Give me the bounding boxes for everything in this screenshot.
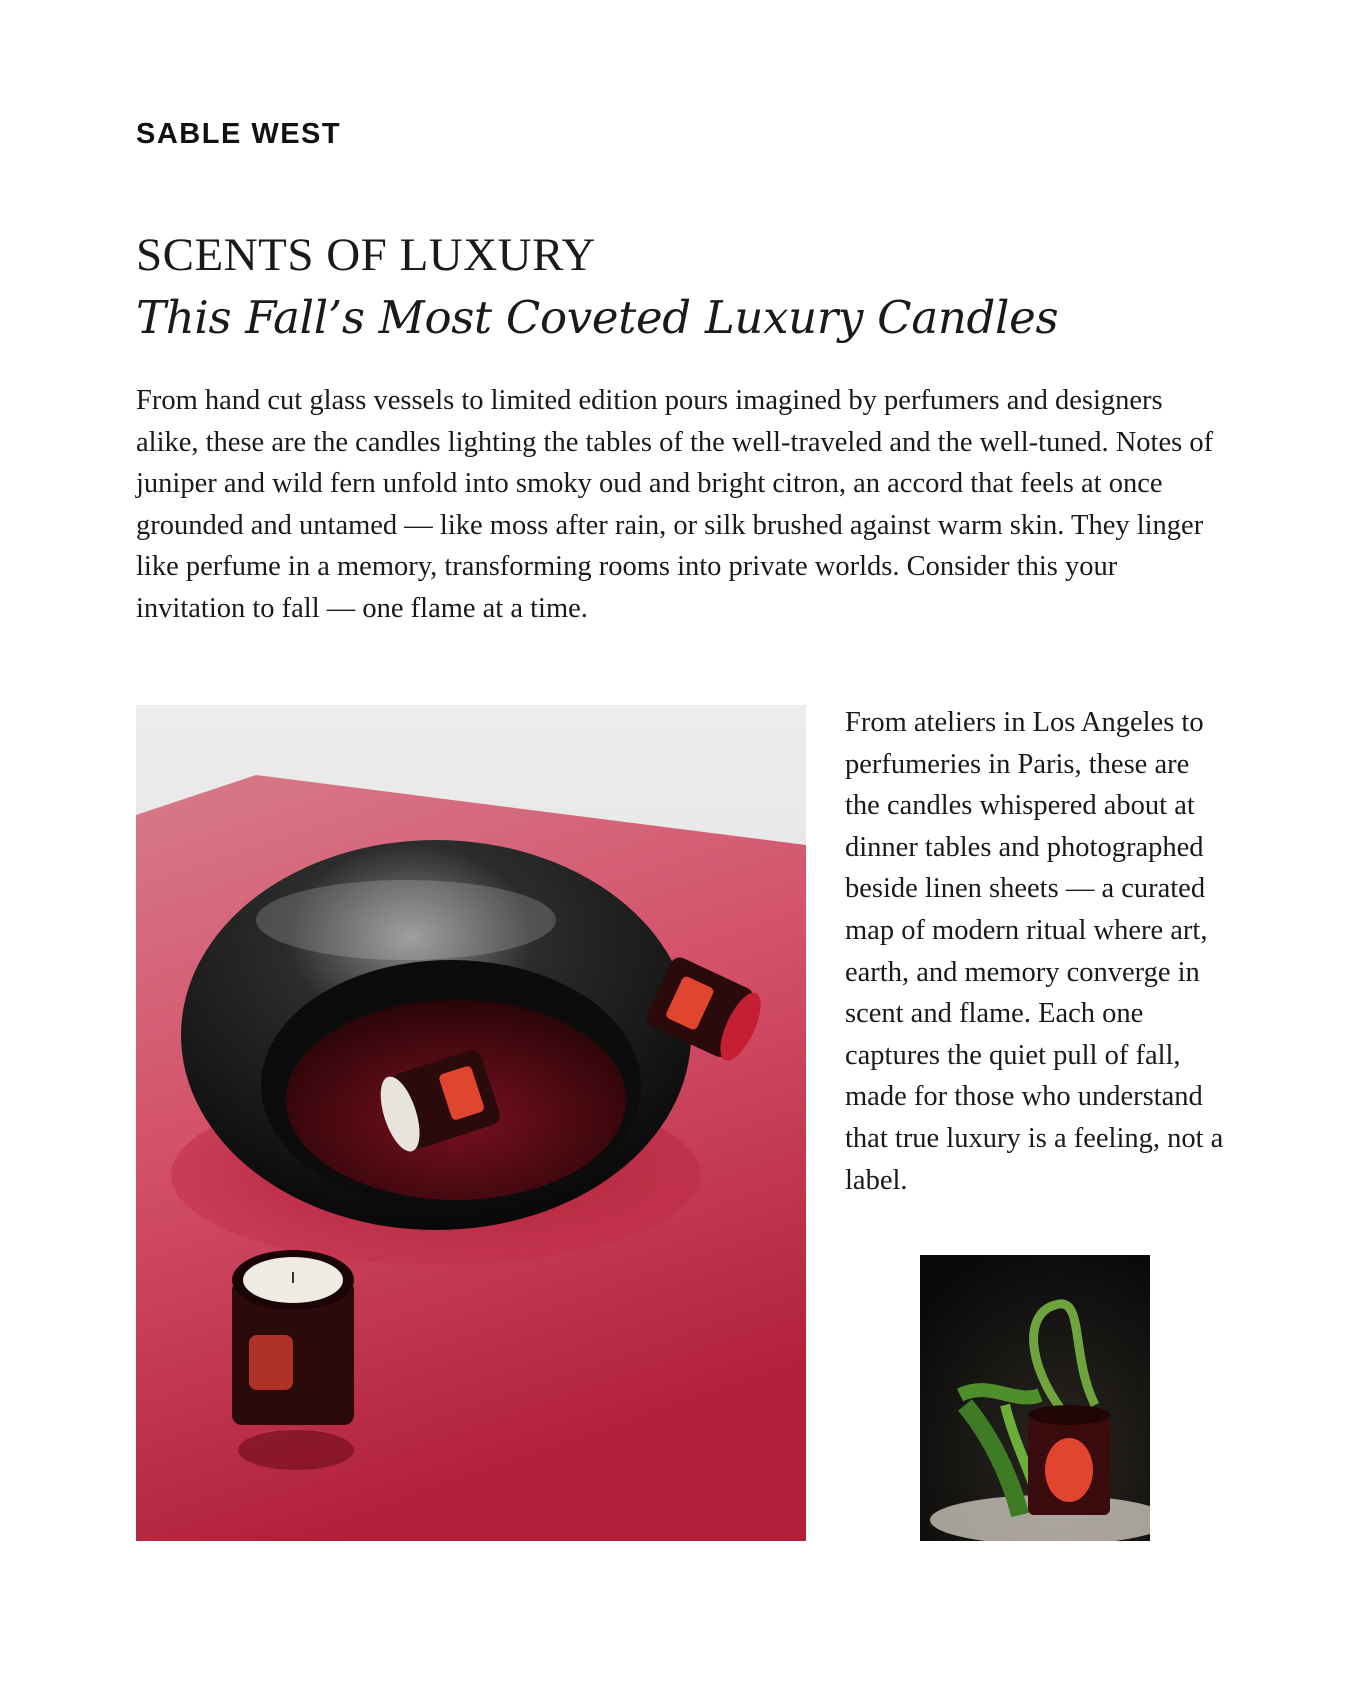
article-side-text: From ateliers in Los Angeles to perfumeries in Paris, these are the candles whispered about at dinner tables and photographed beside linen sheets — a curated map of modern ritual where art, earth, and memory converge in scent and flame. Each one captures the quiet pull of fall, made for those who understand that true luxury is a feeling, not a label. (845, 707, 1224, 1196)
brand-logo: SABLE WEST (136, 118, 342, 150)
main-candle-photo (136, 705, 806, 1541)
candle-plant-photo-icon (920, 1255, 1150, 1541)
candle-plant-photo (920, 1255, 1150, 1541)
article-intro: From hand cut glass vessels to limited edition pours imagined by perfumers and designers alike, these are the candles lighting the tables of the well-traveled and the well-tuned. Notes of juniper and wild fern unfold into smoky oud and bright citron, an accord that feels at once grounded and untamed — like moss after rain, or silk brushed against warm skin. They linger like perfume in a memory, transforming rooms into private worlds. Consider this your invitation to fall — one flame at a time. (136, 385, 1214, 624)
candle-photo-icon (136, 705, 806, 1541)
article-kicker: SCENTS OF LUXURY (136, 229, 596, 281)
article-headline: This Fall’s Most Coveted Luxury Candles (136, 291, 1059, 344)
